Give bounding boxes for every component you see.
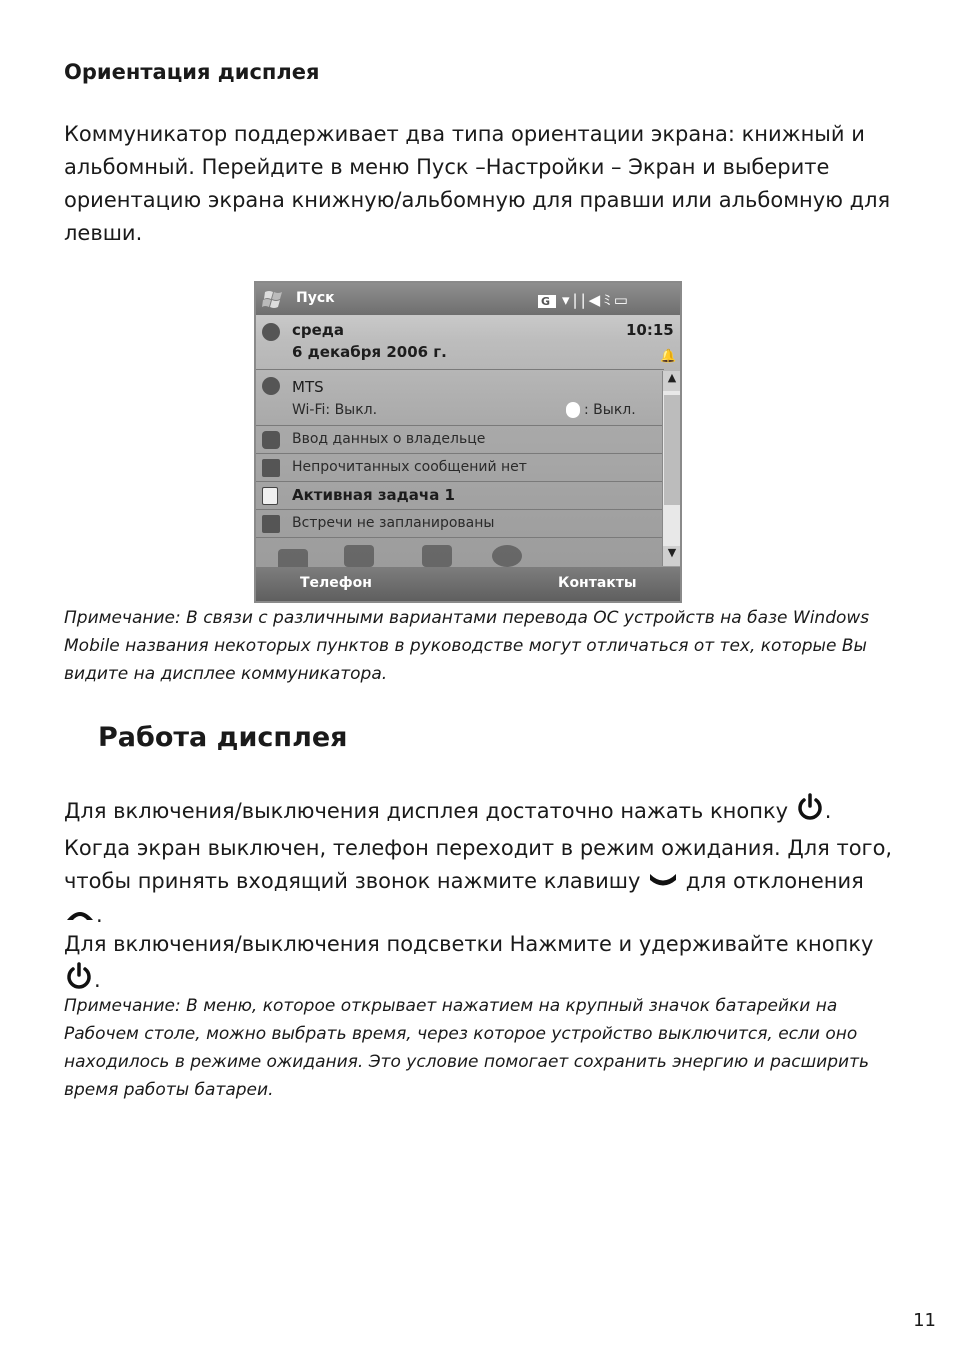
wifi-status[interactable]: Wi-Fi: Выкл. [292,402,378,418]
section-heading-orientation: Ориентация дисплея [64,60,320,84]
display-paragraph [64,792,894,932]
device-screenshot [254,281,682,603]
backlight-paragraph [64,928,894,1001]
date-label[interactable]: 6 декабря 2006 г. [292,343,447,361]
speaker-icon[interactable]: ◀ﾐ [588,291,614,309]
owner-info-item[interactable]: Ввод данных о владельце [292,431,486,447]
orientation-paragraph: Коммуникатор поддерживает два типа ориентации экрана: книжный и альбомный. Перейдите в меню Пуск –Настройки – Экран и выберите ориентацию экрана книжную/альбомную для правши или альбомную для левши. [64,122,891,245]
status-icons [538,289,631,310]
backlight-paragraph-text: . [94,968,101,992]
scroll-thumb[interactable] [664,395,680,505]
row-divider [256,369,664,370]
start-menu-label[interactable]: Пуск [296,290,335,306]
notification-bell-icon[interactable]: 🔔 [660,349,677,364]
row-divider [256,481,664,482]
windows-flag-icon[interactable] [262,288,286,310]
calendar-icon [262,515,280,533]
display-paragraph-text: . Когда экран выключен, телефон переходит в режим ожидания. Для того, чтобы принять входящий звонок нажмите клавишу [64,799,893,893]
display-paragraph-text: Для включения/выключения дисплея достаточно нажать кнопку [64,799,789,823]
power-icon [795,792,825,832]
time-label[interactable]: 10:15 [626,321,674,339]
operator-label[interactable]: MTS [292,378,324,396]
battery-icon[interactable]: ▭ [613,291,631,309]
scroll-up-arrow-icon[interactable]: ▲ [663,371,681,391]
row-divider [256,509,664,510]
signal-icon[interactable]: ▾|| [562,291,589,309]
page-number: 11 [913,1310,936,1331]
device-title-bar [256,283,680,315]
scrollbar[interactable] [662,371,681,566]
task-item[interactable]: Активная задача 1 [292,486,455,504]
owner-icon [262,431,280,449]
task-icon [262,487,278,505]
antenna-icon [262,377,280,395]
documents-icon[interactable] [422,545,452,567]
clock-icon [262,323,280,341]
day-label[interactable]: среда [292,321,345,339]
backlight-paragraph-text: Для включения/выключения подсветки Нажмите и удерживайте кнопку [64,932,874,956]
row-divider [256,453,664,454]
softkey-contacts[interactable]: Контакты [558,575,637,591]
row-divider [256,537,664,538]
note-translation: Примечание: В связи с различными вариантами перевода ОС устройств на базе Windows Mobile названия некоторых пунктов в руководстве могут отличаться от тех, которые Вы видите на дисплее коммуникатора. [64,608,870,684]
call-answer-icon [647,866,679,899]
bluetooth-icon[interactable] [566,402,580,418]
bluetooth-status[interactable]: : Выкл. [584,402,636,418]
appointments-item[interactable]: Встречи не запланированы [292,515,495,531]
softkey-bar [256,567,680,601]
scroll-down-arrow-icon[interactable]: ▼ [663,546,681,566]
display-paragraph-text: . [96,902,103,927]
row-divider [256,425,664,426]
note-battery: Примечание: В меню, которое открывает нажатием на крупный значок батарейки на Рабочем столе, можно выбрать время, через которое устройство выключится, если оно находилось в режиме ожидания. Это условие помогает сохранить энергию и расширить время работы батареи. [64,996,869,1100]
messages-item[interactable]: Непрочитанных сообщений нет [292,459,527,475]
settings-gear-icon[interactable] [492,545,522,567]
envelope-icon [262,459,280,477]
section-heading-display: Работа дисплея [98,722,348,753]
softkey-phone[interactable]: Телефон [300,575,372,591]
display-paragraph-text: для отклонения [685,869,864,893]
folder-icon[interactable] [344,545,374,567]
network-type-badge: G [538,295,556,308]
